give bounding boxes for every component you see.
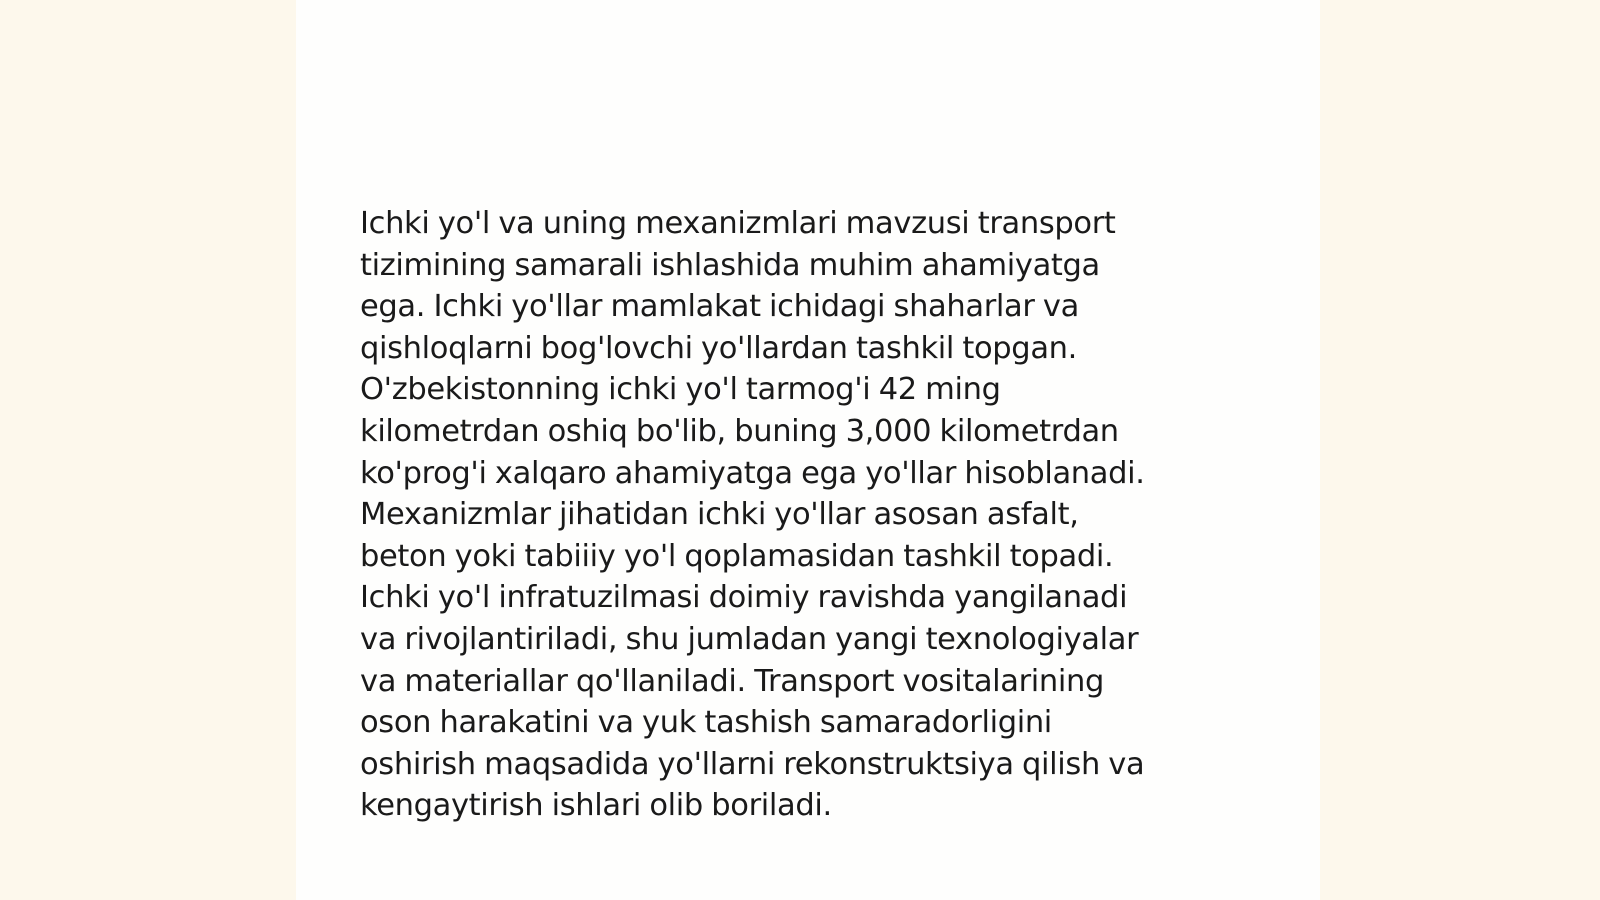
paragraph-line: va rivojlantiriladi, shu jumladan yangi texnologiyalar [360,621,1139,657]
paragraph-line: oshirish maqsadida yo'llarni rekonstruktsiya qilish va [360,746,1145,782]
text-panel [296,0,1320,900]
paragraph-line: beton yoki tabiiiy yo'l qoplamasidan tashkil topadi. [360,538,1114,574]
paragraph-line: Ichki yo'l infratuzilmasi doimiy ravishda yangilanadi [360,580,1128,616]
paragraph-line: kengaytirish ishlari olib boriladi. [360,788,832,824]
body-paragraph [360,203,1240,827]
paragraph-line: Mexanizmlar jihatidan ichki yo'llar asosan asfalt, [360,497,1079,533]
paragraph-line: qishloqlarni bog'lovchi yo'llardan tashkil topgan. [360,330,1077,366]
paragraph-line: Ichki yo'l va uning mexanizmlari mavzusi transport [360,206,1116,241]
paragraph-line: ega. Ichki yo'llar mamlakat ichidagi shaharlar va [360,289,1079,325]
paragraph-line: tizimining samarali ishlashida muhim ahamiyatga [360,247,1100,283]
paragraph-line: O'zbekistonning ichki yo'l tarmog'i 42 ming [360,372,1001,408]
paragraph-line: ko'prog'i xalqaro ahamiyatga ega yo'llar hisoblanadi. [360,455,1145,491]
paragraph-line: va materiallar qo'llaniladi. Transport vositalarining [360,663,1105,699]
paragraph-line: oson harakatini va yuk tashish samaradorligini [360,705,1052,741]
paragraph-line: kilometrdan oshiq bo'lib, buning 3,000 kilometrdan [360,413,1119,449]
